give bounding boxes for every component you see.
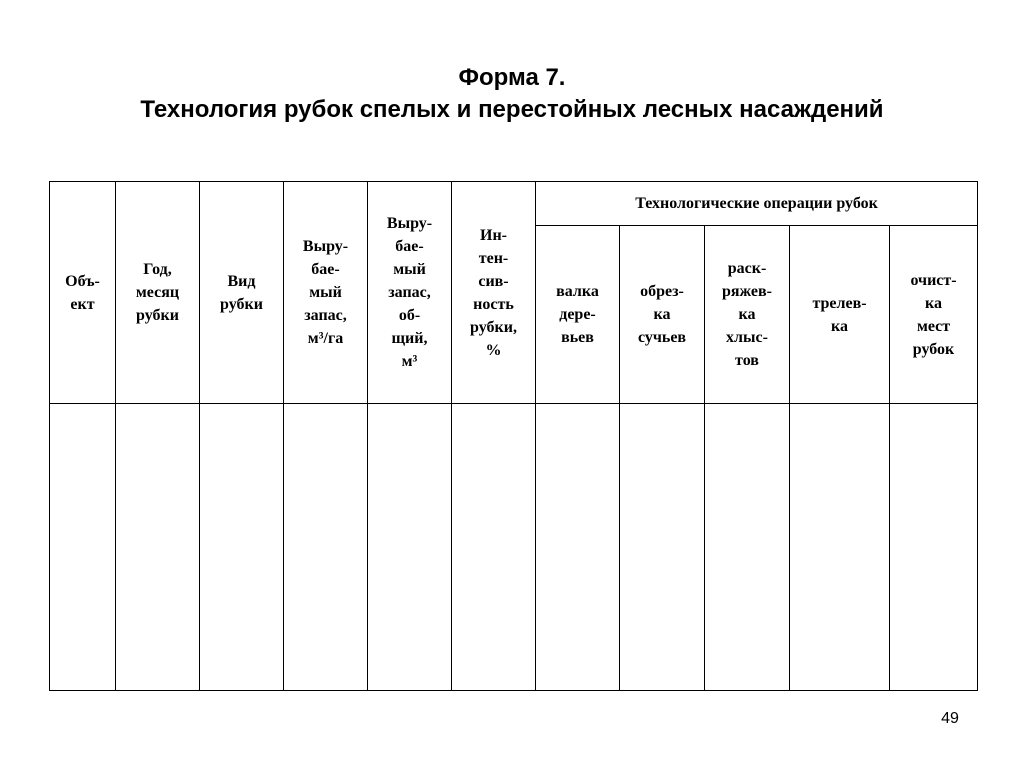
page-number: 49 bbox=[941, 710, 959, 727]
subcolumn-header-skidding: трелев- ка bbox=[790, 226, 890, 404]
empty-cell[interactable] bbox=[50, 404, 116, 691]
column-header-stock-per-ha: Выру- бае- мый запас, м³/га bbox=[284, 182, 368, 404]
empty-cell[interactable] bbox=[116, 404, 200, 691]
group-header-operations: Технологические операции рубок bbox=[536, 182, 978, 226]
empty-cell[interactable] bbox=[536, 404, 620, 691]
empty-cell[interactable] bbox=[368, 404, 452, 691]
form-subject-title: Технология рубок спелых и перестойных лесных насаждений bbox=[140, 96, 884, 123]
empty-cell[interactable] bbox=[790, 404, 890, 691]
subcolumn-header-bucking: раск- ряжев- ка хлыс- тов bbox=[705, 226, 790, 404]
table-row bbox=[50, 404, 978, 691]
empty-cell[interactable] bbox=[284, 404, 368, 691]
empty-cell[interactable] bbox=[452, 404, 536, 691]
empty-cell[interactable] bbox=[705, 404, 790, 691]
form-number-title: Форма 7. bbox=[458, 64, 566, 91]
empty-cell[interactable] bbox=[890, 404, 978, 691]
column-header-intensity: Ин- тен- сив- ность рубки, % bbox=[452, 182, 536, 404]
technology-form-table bbox=[49, 181, 978, 691]
subcolumn-header-felling: валка дере- вьев bbox=[536, 226, 620, 404]
subcolumn-header-site-cleaning: очист- ка мест рубок bbox=[890, 226, 978, 404]
column-header-stock-total: Выру- бае- мый запас, об- щий, м³ bbox=[368, 182, 452, 404]
column-header-cutting-type: Вид рубки bbox=[200, 182, 284, 404]
empty-cell[interactable] bbox=[620, 404, 705, 691]
empty-cell[interactable] bbox=[200, 404, 284, 691]
column-header-year-month: Год, месяц рубки bbox=[116, 182, 200, 404]
column-header-object: Объ- ект bbox=[50, 182, 116, 404]
subcolumn-header-delimbing: обрез- ка сучьев bbox=[620, 226, 705, 404]
